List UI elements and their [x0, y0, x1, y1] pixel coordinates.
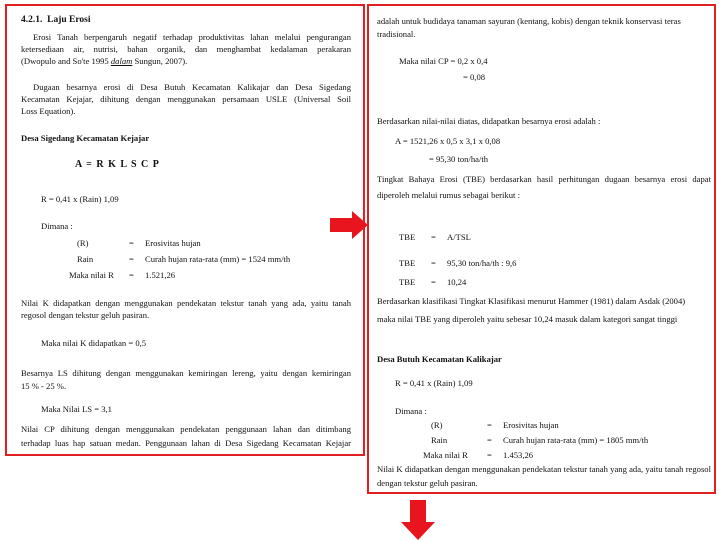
paragraph-line: Nilai K didapatkan dengan menggunakan pendekatan tekstur tanah yang ada, yaitu tanah — [21, 298, 351, 308]
paragraph-line: Nilai CP dihitung dengan menggunakan pendekatan penggunaan lahan dan ditimbang — [21, 424, 351, 434]
paragraph-line: tradisional. — [377, 29, 416, 39]
paragraph-line: diperoleh melalui rumus sebagai berikut : — [377, 190, 520, 200]
def-eq: = — [487, 435, 492, 445]
def-desc: 1.521,26 — [145, 270, 176, 280]
tbe-eq: = — [431, 258, 436, 268]
def-term: Rain — [77, 254, 94, 264]
usle-formula: A = R K L S C P — [75, 159, 160, 170]
paragraph-line: maka nilai TBE yang diperoleh yaitu sebesar 10,24 masuk dalam kategori sangat tinggi — [377, 314, 678, 324]
def-desc: Erosivitas hujan — [503, 420, 559, 430]
def-eq: = — [487, 450, 492, 460]
cp-equation: Maka nilai CP = 0,2 x 0,4 — [399, 56, 488, 66]
paragraph-line: adalah untuk budidaya tanaman sayuran (kentang, kobis) dengan teknik konservasi teras — [377, 16, 681, 26]
paragraph-line: Dugaan besarnya erosi di Desa Butuh Kecamatan Kalikajar dan Desa Sigedang — [33, 82, 351, 92]
paragraph-line: Loss Equation). — [21, 106, 76, 116]
def-term: Rain — [431, 435, 448, 445]
tbe-desc: A/TSL — [447, 232, 471, 242]
paragraph-line: regosol dengan tekstur geluh pasiran. — [21, 310, 150, 320]
paragraph-line: Kecamatan Kejajar, dihitung dengan menggunakan persamaan USLE (Universal Soil — [21, 94, 351, 104]
r-equation: R = 0,41 x (Rain) 1,09 — [395, 378, 473, 388]
paragraph-line: terhadap luas hap satuan medan. Penggunaan lahan di Desa Sigedang Kecamatan Kejajar — [21, 438, 351, 448]
subheading: Desa Butuh Kecamatan Kalikajar — [377, 354, 502, 364]
tbe-term: TBE — [399, 232, 416, 242]
def-eq: = — [487, 420, 492, 430]
tbe-eq: = — [431, 232, 436, 242]
def-eq: = — [129, 238, 134, 248]
paragraph-line: Besarnya LS dihitung dengan menggunakan kemiringan lereng, yaitu dengan kemiringan — [21, 368, 351, 378]
arrow-right-icon — [330, 211, 368, 239]
a-result: = 95,30 ton/ha/th — [429, 154, 489, 164]
def-eq: = — [129, 254, 134, 264]
def-term: (R) — [77, 238, 89, 248]
a-equation: A = 1521,26 x 0,5 x 3,1 x 0,08 — [395, 136, 501, 146]
section-heading: 4.2.1. Laju Erosi — [21, 15, 91, 25]
paragraph-line: Nilai K didapatkan dengan menggunakan pendekatan tekstur tanah yang ada, yaitu tanah regosol — [377, 464, 711, 474]
def-term: Maka nilai R — [69, 270, 114, 280]
tbe-desc: 95,30 ton/ha/th : 9,6 — [447, 258, 517, 268]
left-page — [5, 4, 365, 456]
k-value: Maka nilai K didapatkan = 0,5 — [41, 338, 147, 348]
paragraph-line: ketersediaan air, nutrisi, bahan organik, dan menghambat kedalaman perakaran — [21, 44, 351, 54]
arrow-down-icon — [401, 500, 435, 540]
cp-result: = 0,08 — [463, 72, 486, 82]
paragraph-line: Berdasarkan klasifikasi Tingkat Klasifikasi menurut Hammer (1981) dalam Asdak (2004) — [377, 296, 686, 306]
paragraph-line: Berdasarkan nilai-nilai diatas, didapatkan besarnya erosi adalah : — [377, 116, 601, 126]
paragraph-line: Tingkat Bahaya Erosi (TBE) berdasarkan hasil perhitungan dugaan besarnya erosi dapat — [377, 174, 711, 184]
dimana-label: Dimana : — [395, 406, 427, 416]
subheading: Desa Sigedang Kecamatan Kejajar — [21, 133, 150, 143]
tbe-term: TBE — [399, 277, 416, 287]
def-eq: = — [129, 270, 134, 280]
paragraph-line: dengan tekstur geluh pasiran. — [377, 478, 478, 488]
def-desc: 1.453,26 — [503, 450, 534, 460]
dimana-label: Dimana : — [41, 221, 73, 231]
tbe-term: TBE — [399, 258, 416, 268]
citation-line: (Dwopulo and So'te 1995 dalam Sungun, 2007). — [21, 56, 188, 66]
r-equation: R = 0,41 x (Rain) 1,09 — [41, 194, 119, 204]
def-desc: Curah hujan rata-rata (mm) = 1524 mm/th — [145, 254, 291, 264]
def-term: Maka nilai R — [423, 450, 468, 460]
tbe-eq: = — [431, 277, 436, 287]
def-term: (R) — [431, 420, 443, 430]
tbe-desc: 10,24 — [447, 277, 467, 287]
right-page — [367, 4, 716, 494]
ls-value: Maka Nilai LS = 3,1 — [41, 404, 112, 414]
paragraph-line: 15 % - 25 %. — [21, 381, 67, 391]
def-desc: Erosivitas hujan — [145, 238, 201, 248]
paragraph-line: Erosi Tanah berpengaruh negatif terhadap produktivitas lahan melalui pengurangan — [33, 32, 351, 42]
def-desc: Curah hujan rata-rata (mm) = 1805 mm/th — [503, 435, 649, 445]
